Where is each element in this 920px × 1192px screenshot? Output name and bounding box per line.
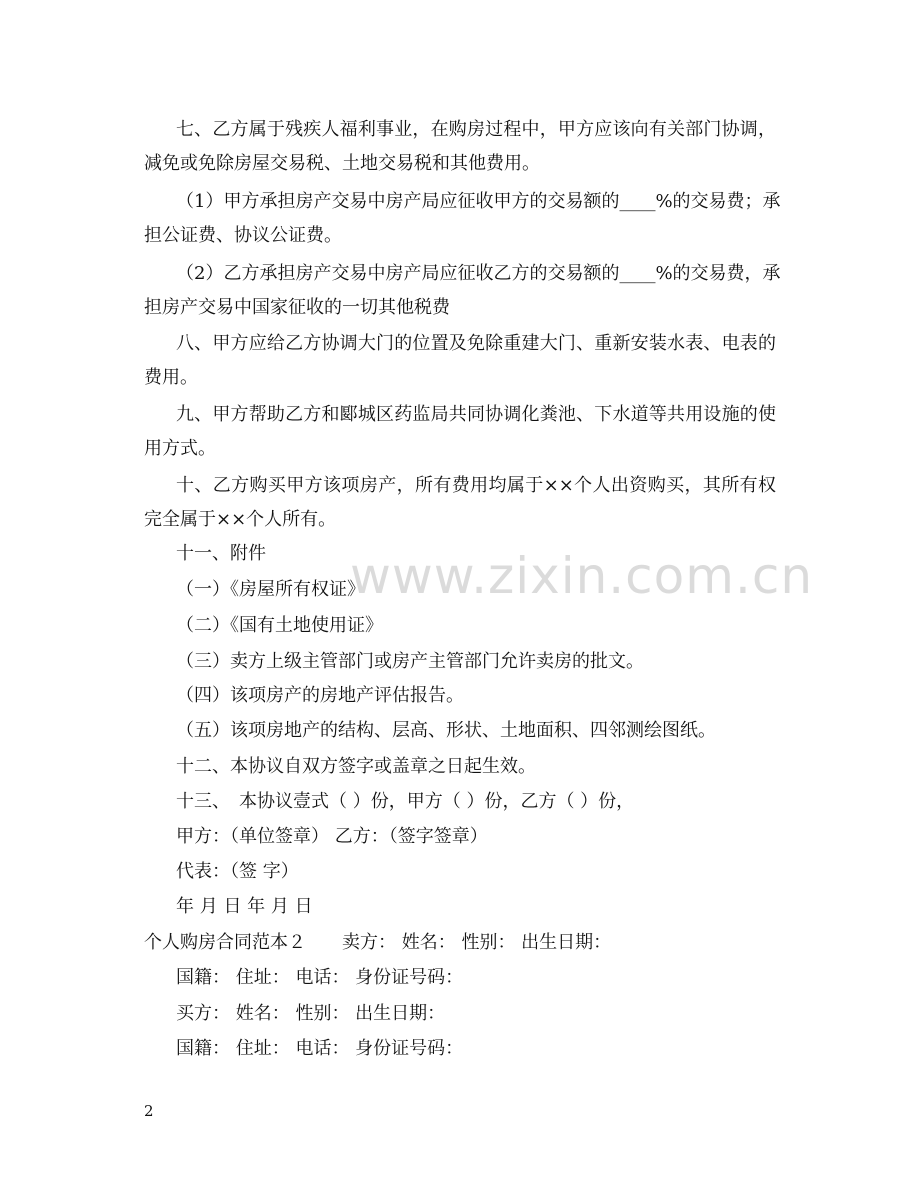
paragraph-line: 个人购房合同范本２ 卖方： 姓名： 性别： 出生日期： [144, 932, 612, 953]
paragraph-line: 八、甲方应给乙方协调大门的位置及免除重建大门、重新安装水表、电表的 [176, 333, 776, 354]
paragraph-line: 九、甲方帮助乙方和郾城区药监局共同协调化粪池、下水道等共用设施的使 [176, 404, 776, 425]
paragraph-line: 十一、附件 [176, 543, 266, 564]
paragraph-line: 买方： 姓名： 性别： 出生日期： [176, 1003, 446, 1024]
paragraph-line: 十、乙方购买甲方该项房产，所有费用均属于××个人出资购买，其所有权 [176, 475, 776, 496]
paragraph-line: 代表：（签 字） [176, 861, 299, 882]
paragraph-line: 完全属于××个人所有。 [144, 509, 337, 530]
paragraph-line: （二）《国有土地使用证》 [176, 615, 383, 636]
paragraph-line: （1）甲方承担房产交易中房产局应征收甲方的交易额的____%的交易费；承 [176, 191, 781, 212]
paragraph-line: 减免或免除房屋交易税、土地交易税和其他费用。 [144, 153, 540, 174]
paragraph-line: 用方式。 [144, 438, 216, 459]
paragraph-line: 担房产交易中国家征收的一切其他税费 [144, 297, 450, 318]
paragraph-line: （一）《房屋所有权证》 [176, 579, 365, 600]
page-number: 2 [144, 1102, 154, 1120]
paragraph-line: 国籍： 住址： 电话： 身份证号码： [176, 1038, 464, 1059]
paragraph-line: 七、乙方属于残疾人福利事业，在购房过程中，甲方应该向有关部门协调， [176, 119, 776, 140]
paragraph-line: 甲方：（单位签章） 乙方：（签字签章） [176, 826, 488, 847]
paragraph-line: 担公证费、协议公证费。 [144, 225, 342, 246]
paragraph-line: 年 月 日 年 月 日 [176, 896, 313, 917]
paragraph-line: 十三、 本协议壹式（ ）份，甲方（ ）份，乙方（ ）份， [176, 791, 635, 812]
paragraph-line: 费用。 [144, 367, 198, 388]
paragraph-line: 十二、本协议自双方签字或盖章之日起生效。 [176, 756, 536, 777]
paragraph-line: （五）该项房地产的结构、层高、形状、土地面积、四邻测绘图纸。 [176, 720, 716, 741]
paragraph-line: （四）该项房产的房地产评估报告。 [176, 685, 464, 706]
paragraph-line: （2）乙方承担房产交易中房产局应征收乙方的交易额的____%的交易费，承 [176, 263, 781, 284]
paragraph-line: 国籍： 住址： 电话： 身份证号码： [176, 967, 464, 988]
paragraph-line: （三）卖方上级主管部门或房产主管部门允许卖房的批文。 [176, 651, 644, 672]
watermark: www.zixin.com.cn [350, 547, 814, 605]
